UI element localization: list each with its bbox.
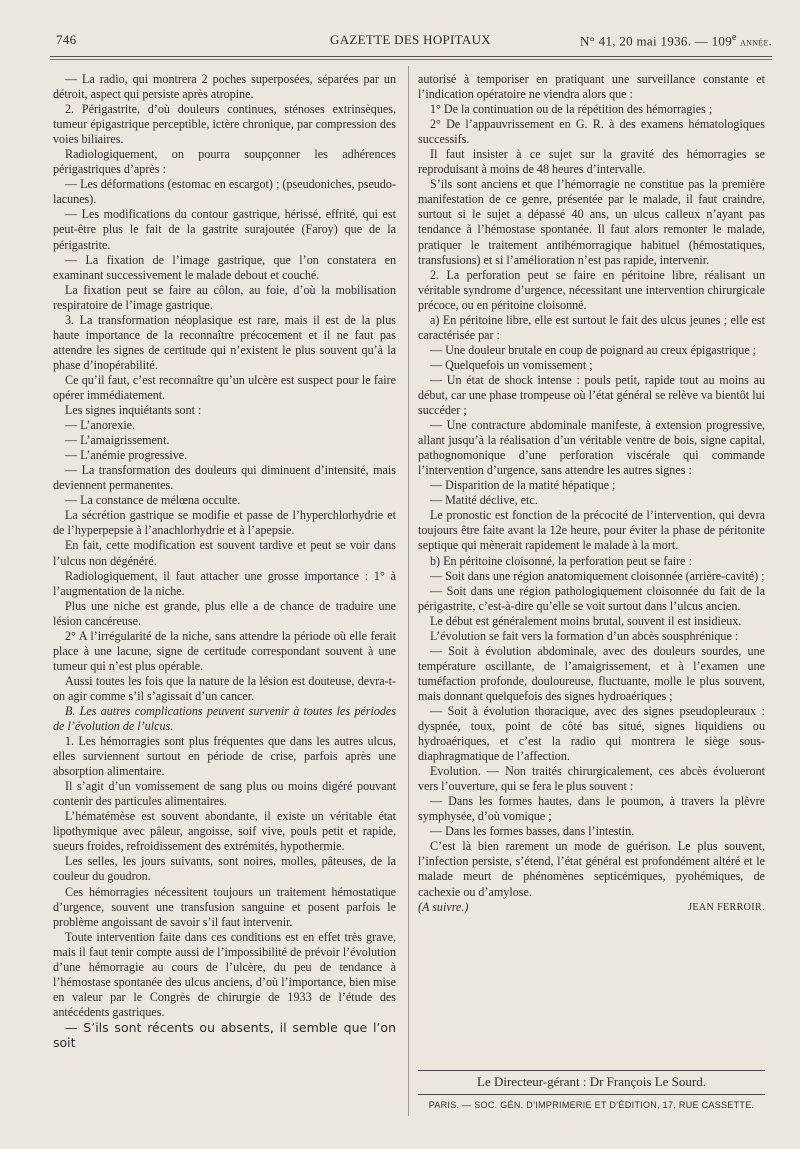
- right-para: — Matité déclive, etc.: [430, 493, 538, 508]
- issue-info: [580, 32, 772, 49]
- left-para: En fait, cette modification est souvent tardive et peut se voir dans l’ulcus non dégénéré.: [53, 538, 396, 568]
- left-para: Les selles, les jours suivants, sont noires, molles, pâteuses, de la couleur du goudron.: [53, 854, 396, 884]
- left-para: — L’anorexie.: [65, 418, 136, 433]
- left-last-line: — S’ils sont récents ou absents, il semble que l’on soit: [53, 1019, 396, 1050]
- right-para: Evolution. — Non traités chirurgicalement, ces abcès évolueront vers l’ouverture, qui se fera le plus souvent :: [418, 764, 765, 794]
- issue-main: N° 41, 20 mai 1936. — 109: [579, 33, 733, 49]
- left-column: [53, 72, 396, 1050]
- left-para: Il s’agit d’un vomissement de sang plus ou moins digéré pouvant contenir des particules alimentaires.: [53, 779, 396, 809]
- left-para: — Les déformations (estomac en escargot) ; (pseudoniches, pseudo-lacunes).: [53, 177, 396, 207]
- left-para: Radiologiquement, il faut attacher une grosse importance : 1° à l’augmentation de la niche.: [53, 568, 396, 598]
- journal-title: GAZETTE DES HOPITAUX: [330, 32, 491, 47]
- header-rule-second: [50, 59, 772, 60]
- left-para: — Les modifications du contour gastrique, hérissé, effrité, qui est peut-être plus le fait de la gastrite surajoutée (Faroy) que de la périgastrite.: [53, 207, 396, 252]
- right-para: — Quelquefois un vomissement ;: [430, 357, 593, 372]
- footer-rule-second: [418, 1094, 765, 1095]
- left-para: — L’amaigrissement.: [65, 433, 170, 448]
- right-para: Le début est généralement moins brutal, souvent il est insidieux.: [430, 613, 742, 628]
- right-para: — Dans les formes basses, dans l’intestin.: [430, 824, 635, 839]
- right-para: L’évolution se fait vers la formation d’un abcès sousphrénique :: [430, 628, 739, 643]
- right-para: — Une douleur brutale en coup de poignard au creux épigastrique ;: [430, 342, 757, 357]
- right-para: 1° De la continuation ou de la répétition des hémorragies ;: [430, 102, 713, 117]
- page-number: 746: [56, 32, 77, 47]
- right-para: — Disparition de la matité hépatique ;: [430, 478, 616, 493]
- right-para: — Soit à évolution thoracique, avec des signes pseudopleuraux : dyspnée, toux, point de côté bas situé, signes liquidiens ou hydroaériques, et c’est la radio qui montrera le siège sous-diaphragmatique de l’affection.: [418, 703, 765, 764]
- left-para: — La transformation des douleurs qui diminuent d’intensité, mais deviennent permanentes.: [53, 463, 396, 493]
- right-para: C’est là bien rarement un mode de guérison. Le plus souvent, l’infection persiste, s’étend, l’état général est profondément altéré et le malade meurt de phénomènes septicémiques, pyohémiques, de cachexie ou d’amylose.: [418, 839, 765, 899]
- header-rule: [50, 56, 772, 57]
- right-para: Il faut insister à ce sujet sur la gravité des hémorragies se reproduisant à moins de 48 heures d’intervalle.: [418, 147, 765, 177]
- left-para: Ces hémorragies nécessitent toujours un traitement hémostatique d’urgence, souvent une transfusion sanguine et posent parfois le problème angoissant de savoir s’il faut intervenir.: [53, 884, 396, 929]
- left-para: 2. Périgastrite, d’où douleurs continues, sténoses extrinsèques, tumeur épigastrique perceptible, ictère chronique, par compression des voies biliaires.: [53, 102, 396, 147]
- right-para: S’ils sont anciens et que l’hémorragie ne constitue pas la première manifestation de ce genre, présentée par le malade, il faut craindre, surtout si le sujet a dépassé 40 ans, un ulcus calleux n’ayant pas tendance à l’hémostase spontanée. Il faut alors remonter le malade, pratiquer le traitement antihémorragique habituel (hémostatiques, transfusions) et si l’amélioration n’est pas rapide, intervenir.: [418, 177, 765, 267]
- left-para: B. Les autres complications peuvent survenir à toutes les périodes de l’évolution de l’ulcus.: [53, 703, 396, 734]
- footer-rule: [418, 1070, 765, 1071]
- left-para: — La constance de mélœna occulte.: [65, 493, 241, 508]
- right-para: a) En péritoine libre, elle est surtout le fait des ulcus jeunes ; elle est caractérisée par :: [418, 312, 765, 342]
- left-para: 2° A l’irrégularité de la niche, sans attendre la période où elle ferait place à une lacune, signe de certitude correspondant souvent à une tumeur qui n’est plus opérable.: [53, 628, 396, 673]
- right-para: Le pronostic est fonction de la précocité de l’intervention, qui devra toujours être faite avant la 12e heure, pour éviter la phase de péritonite septique qui mènerait rapidement le malade à la mort.: [418, 508, 765, 553]
- right-para: 2. La perforation peut se faire en péritoine libre, réalisant un véritable syndrome d’urgence, nécessitant une intervention chirurgicale précoce, ou en péritoine cloisonné.: [418, 267, 765, 312]
- left-para: La fixation peut se faire au côlon, au foie, d’où la mobilisation respiratoire de l’image gastrique.: [53, 282, 396, 312]
- right-para: — Soit dans une région pathologiquement cloisonnée du fait de la périgastrite, c’est-à-dire qu’elle se voit surtout dans l’ulcus ancien.: [418, 583, 765, 613]
- left-para: La sécrétion gastrique se modifie et passe de l’hyperchlorhydrie et de l’hyperpepsie à l’anachlorhydrie et à l’apepsie.: [53, 508, 396, 538]
- left-para: L’hématémèse est souvent abondante, il existe un véritable état lipothymique avec pâleur, angoisse, soif vive, pouls petit et rapide, sueurs froides, refroidissement des extrémités, hypothermie.: [53, 809, 396, 854]
- left-para: 3. La transformation néoplasique est rare, mais il est de la plus haute importance de la reconnaître précocement et il ne faut pas attendre les signes de certitude qui n’existent le plus souvent qu’à la phase d’inopérabilité.: [53, 312, 396, 372]
- issue-tail: année.: [736, 34, 772, 49]
- director-line: Le Directeur-gérant : Dr François Le Sourd.: [477, 1074, 706, 1089]
- right-para: autorisé à temporiser en pratiquant une surveillance constante et l’indication opératoire ne viendra alors que :: [418, 72, 765, 102]
- left-para: — La fixation de l’image gastrique, que l’on constatera en examinant successivement le malade debout et couché.: [53, 252, 396, 282]
- right-para: — Une contracture abdominale manifeste, à extension progressive, allant jusqu’à la réalisation d’un véritable ventre de bois, signe capital, pathognomonique d’une perforation viscérale qui commande l’intervention d’urgence, sans attendre les autres signes :: [418, 418, 765, 478]
- left-para: Les signes inquiétants sont :: [65, 403, 202, 418]
- signature-line: [418, 900, 765, 915]
- left-para: Plus une niche est grande, plus elle a de chance de traduire une lésion cancéreuse.: [53, 598, 396, 628]
- right-para: — Soit dans une région anatomiquement cloisonnée (arrière-cavité) ;: [430, 568, 765, 583]
- right-column: [418, 72, 765, 915]
- left-para: — L’anémie progressive.: [65, 448, 188, 463]
- left-para: — La radio, qui montrera 2 poches superposées, séparées par un détroit, aspect qui persiste après atropine.: [53, 72, 396, 102]
- right-para: — Dans les formes hautes, dans le poumon, à travers la plèvre symphysée, d’où vomique ;: [418, 794, 765, 824]
- right-para: — Soit à évolution abdominale, avec des douleurs sourdes, une température oscillante, de l’amaigrissement, et à l’examen une tuméfaction profonde, douloureuse, fluctuante, molle le plus souvent, mais donnant quelquefois des signes hydroaériques ;: [418, 643, 765, 703]
- left-para: Ce qu’il faut, c’est reconnaître qu’un ulcère est suspect pour le faire opérer immédiatement.: [53, 372, 396, 402]
- left-para: Aussi toutes les fois que la nature de la lésion est douteuse, devra-t-on agir comme s’il s’agissait d’un cancer.: [53, 673, 396, 703]
- right-para: 2° De l’appauvrissement en G. R. à des examens hématologiques successifs.: [418, 117, 765, 147]
- to-be-continued: (A suivre.): [418, 899, 469, 914]
- author-signature: JEAN FERROIR.: [688, 901, 765, 913]
- page-header: [50, 32, 772, 50]
- left-para: Toute intervention faite dans ces conditions est en effet très grave, mais il faut tenir compte aussi de l’impossibilité de prévoir l’évolution d’une hémorragie au cours de l’ulcère, du peu de tendance à l’hémostase spontanée des ulcus anciens, d’où l’importance, bien mise en valeur par le Congrès de chirurgie de 1933 de l’étude des antécédents gastriques.: [53, 929, 396, 1019]
- right-para: b) En péritoine cloisonné, la perforation peut se faire :: [430, 553, 692, 568]
- issue-sup: e: [732, 32, 737, 43]
- printer-line: PARIS. — SOC. GÉN. D’IMPRIMERIE ET D’ÉDITION, 17, RUE CASSETTE.: [428, 1100, 755, 1110]
- left-para: Radiologiquement, on pourra soupçonner les adhérences périgastriques d’après :: [53, 147, 396, 177]
- left-para: 1. Les hémorragies sont plus fréquentes que dans les autres ulcus, elles surviennent surtout en période de crise, parfois après une absorption alimentaire.: [53, 734, 396, 779]
- column-divider: [408, 66, 409, 1116]
- right-para: — Un état de shock intense : pouls petit, rapide tout au moins au début, car une phase trompeuse où l’état général se relève va bientôt lui succéder ;: [418, 372, 765, 418]
